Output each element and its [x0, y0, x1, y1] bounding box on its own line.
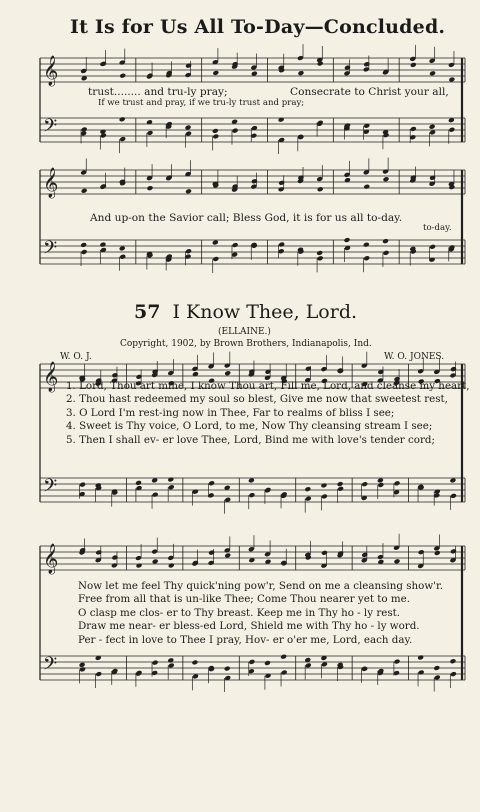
note-head [185, 248, 192, 254]
note-head [344, 237, 351, 243]
note-head [248, 492, 255, 498]
page-title: It Is for Us All To-Day—Concluded. [70, 16, 446, 38]
note-head [410, 62, 417, 68]
note-head [434, 550, 441, 556]
note-head [418, 669, 425, 675]
treble-clef: 𝄞 [43, 362, 59, 392]
note-head [79, 662, 86, 668]
verse-line: 1. Lord, Thou art mine, I know Thou art, Fill me, Lord, and cleanse my heart, [66, 380, 470, 392]
note-head [136, 563, 143, 569]
hymn-title: I Know Thee, Lord. [172, 301, 358, 323]
note-head [281, 670, 288, 676]
note-head [81, 249, 88, 255]
note-head [429, 124, 436, 130]
note-head [185, 188, 192, 194]
note-head [383, 250, 390, 256]
note-head [147, 130, 154, 136]
lyric-line-3: And up-on the Savior call; Bless God, it is for us all to-day. [90, 212, 403, 224]
note-head [448, 127, 455, 133]
note-head [394, 480, 401, 486]
note-head [363, 184, 370, 190]
note-head [429, 70, 436, 76]
note-head [99, 242, 106, 248]
lyric-line-1-right: Consecrate to Christ your all, [290, 86, 449, 98]
note-head [232, 242, 239, 248]
note-head [383, 176, 390, 182]
note-head [208, 480, 215, 486]
note-head [168, 484, 175, 490]
note-head [135, 480, 142, 486]
note-head [394, 659, 401, 665]
hymn-heading [134, 301, 357, 323]
verse-line: Free from all that is un-like Thee; Come Thou nearer yet to me. [78, 593, 410, 606]
note-head [95, 671, 102, 677]
note-head [450, 493, 457, 499]
note-head [363, 255, 370, 261]
note-head [382, 238, 389, 244]
note-head [152, 660, 159, 666]
treble-clef: 𝄞 [43, 56, 59, 86]
note-head [278, 242, 285, 248]
note-head [337, 486, 344, 492]
note-head [212, 133, 219, 139]
bass-clef: 𝄢 [43, 116, 58, 141]
verse-line: O clasp me clos- er to Thy breast. Keep me in Thy ho - ly rest. [78, 606, 401, 619]
note-head [264, 660, 271, 666]
note-head [361, 481, 368, 487]
note-head [119, 136, 126, 142]
note-head [317, 186, 324, 192]
note-head [185, 125, 192, 131]
bass-clef: 𝄢 [43, 654, 58, 679]
note-head [81, 188, 88, 194]
note-head [429, 244, 436, 250]
note-head [280, 654, 287, 660]
lyric-line-1-left: trust........ and tru-ly pray; [88, 86, 228, 98]
note-head [224, 370, 231, 376]
note-head [316, 250, 323, 256]
note-head [224, 666, 231, 672]
note-head [297, 134, 304, 140]
hymn-number: 57 [134, 301, 161, 323]
lyric-line-4: to-day. [423, 223, 452, 233]
note-head [410, 126, 417, 132]
author-left: W. O. J. [60, 352, 92, 362]
note-head [168, 662, 175, 668]
note-head [305, 496, 312, 502]
treble-clef: 𝄞 [43, 168, 59, 198]
note-head [433, 665, 440, 671]
lyric-line-2: If we trust and pray, if we tru-ly trust and pray; [98, 98, 305, 108]
verse-line: 4. Sweet is Thy voice, O Lord, to me, Now Thy cleansing stream I see; [66, 420, 433, 433]
note-head [337, 481, 344, 487]
note-head [80, 242, 87, 248]
tune-name: (ELLAINE.) [218, 327, 271, 337]
note-head [191, 659, 198, 665]
copyright-line: Copyright, 1902, by Brown Brothers, Indianapolis, Ind. [120, 339, 372, 349]
bass-clef: 𝄢 [43, 238, 58, 263]
verse-line: Draw me near- er bless-ed Lord, Shield me with Thy ho - ly word. [78, 620, 420, 633]
note-head [449, 658, 456, 664]
note-head [152, 492, 159, 498]
note-head [212, 70, 219, 76]
note-head [147, 185, 154, 191]
note-head [394, 558, 401, 564]
note-head [297, 70, 304, 76]
note-head [450, 671, 457, 677]
note-head [361, 666, 368, 672]
note-head [417, 655, 424, 661]
note-head [212, 240, 219, 246]
verse-block-a [66, 380, 470, 447]
note-head [317, 255, 324, 261]
verse-line: 2. Thou hast redeemed my soul so blest, Give me now that sweetest rest, [66, 393, 448, 406]
note-head [232, 128, 239, 134]
note-head [434, 489, 441, 495]
note-head [119, 254, 126, 260]
note-head [81, 126, 88, 132]
note-head [363, 242, 370, 248]
treble-clef: 𝄞 [43, 544, 59, 574]
note-head [224, 552, 231, 558]
note-head [192, 489, 199, 495]
note-head [79, 482, 86, 488]
note-head [434, 675, 441, 681]
note-head [119, 116, 126, 122]
note-head [79, 666, 86, 672]
note-head [119, 73, 126, 79]
verse-line: Per - fect in love to Thee I pray, Hov- er o'er me, Lord, each day. [78, 633, 413, 646]
author-right: W. O. JONES. [384, 352, 445, 362]
note-head [320, 482, 327, 488]
note-head [168, 563, 175, 569]
note-head [377, 482, 384, 488]
note-head [167, 657, 174, 663]
verse-line: 5. Then I shall ev- er love Thee, Lord, Bind me with love's tender cord; [66, 433, 435, 446]
verse-line: 3. O Lord I'm rest-ing now in Thee, Far to realms of bliss I see; [66, 406, 395, 419]
note-head [321, 493, 328, 499]
note-head [212, 128, 219, 134]
verse-line: Now let me feel Thy quick'ning pow'r, Send on me a cleansing show'r. [78, 580, 444, 592]
note-head [248, 659, 255, 665]
bass-clef: 𝄢 [43, 476, 58, 501]
note-head [167, 477, 174, 483]
note-head [305, 662, 312, 668]
verse-block-b [78, 580, 443, 647]
note-head [304, 486, 311, 492]
note-head [212, 256, 219, 262]
